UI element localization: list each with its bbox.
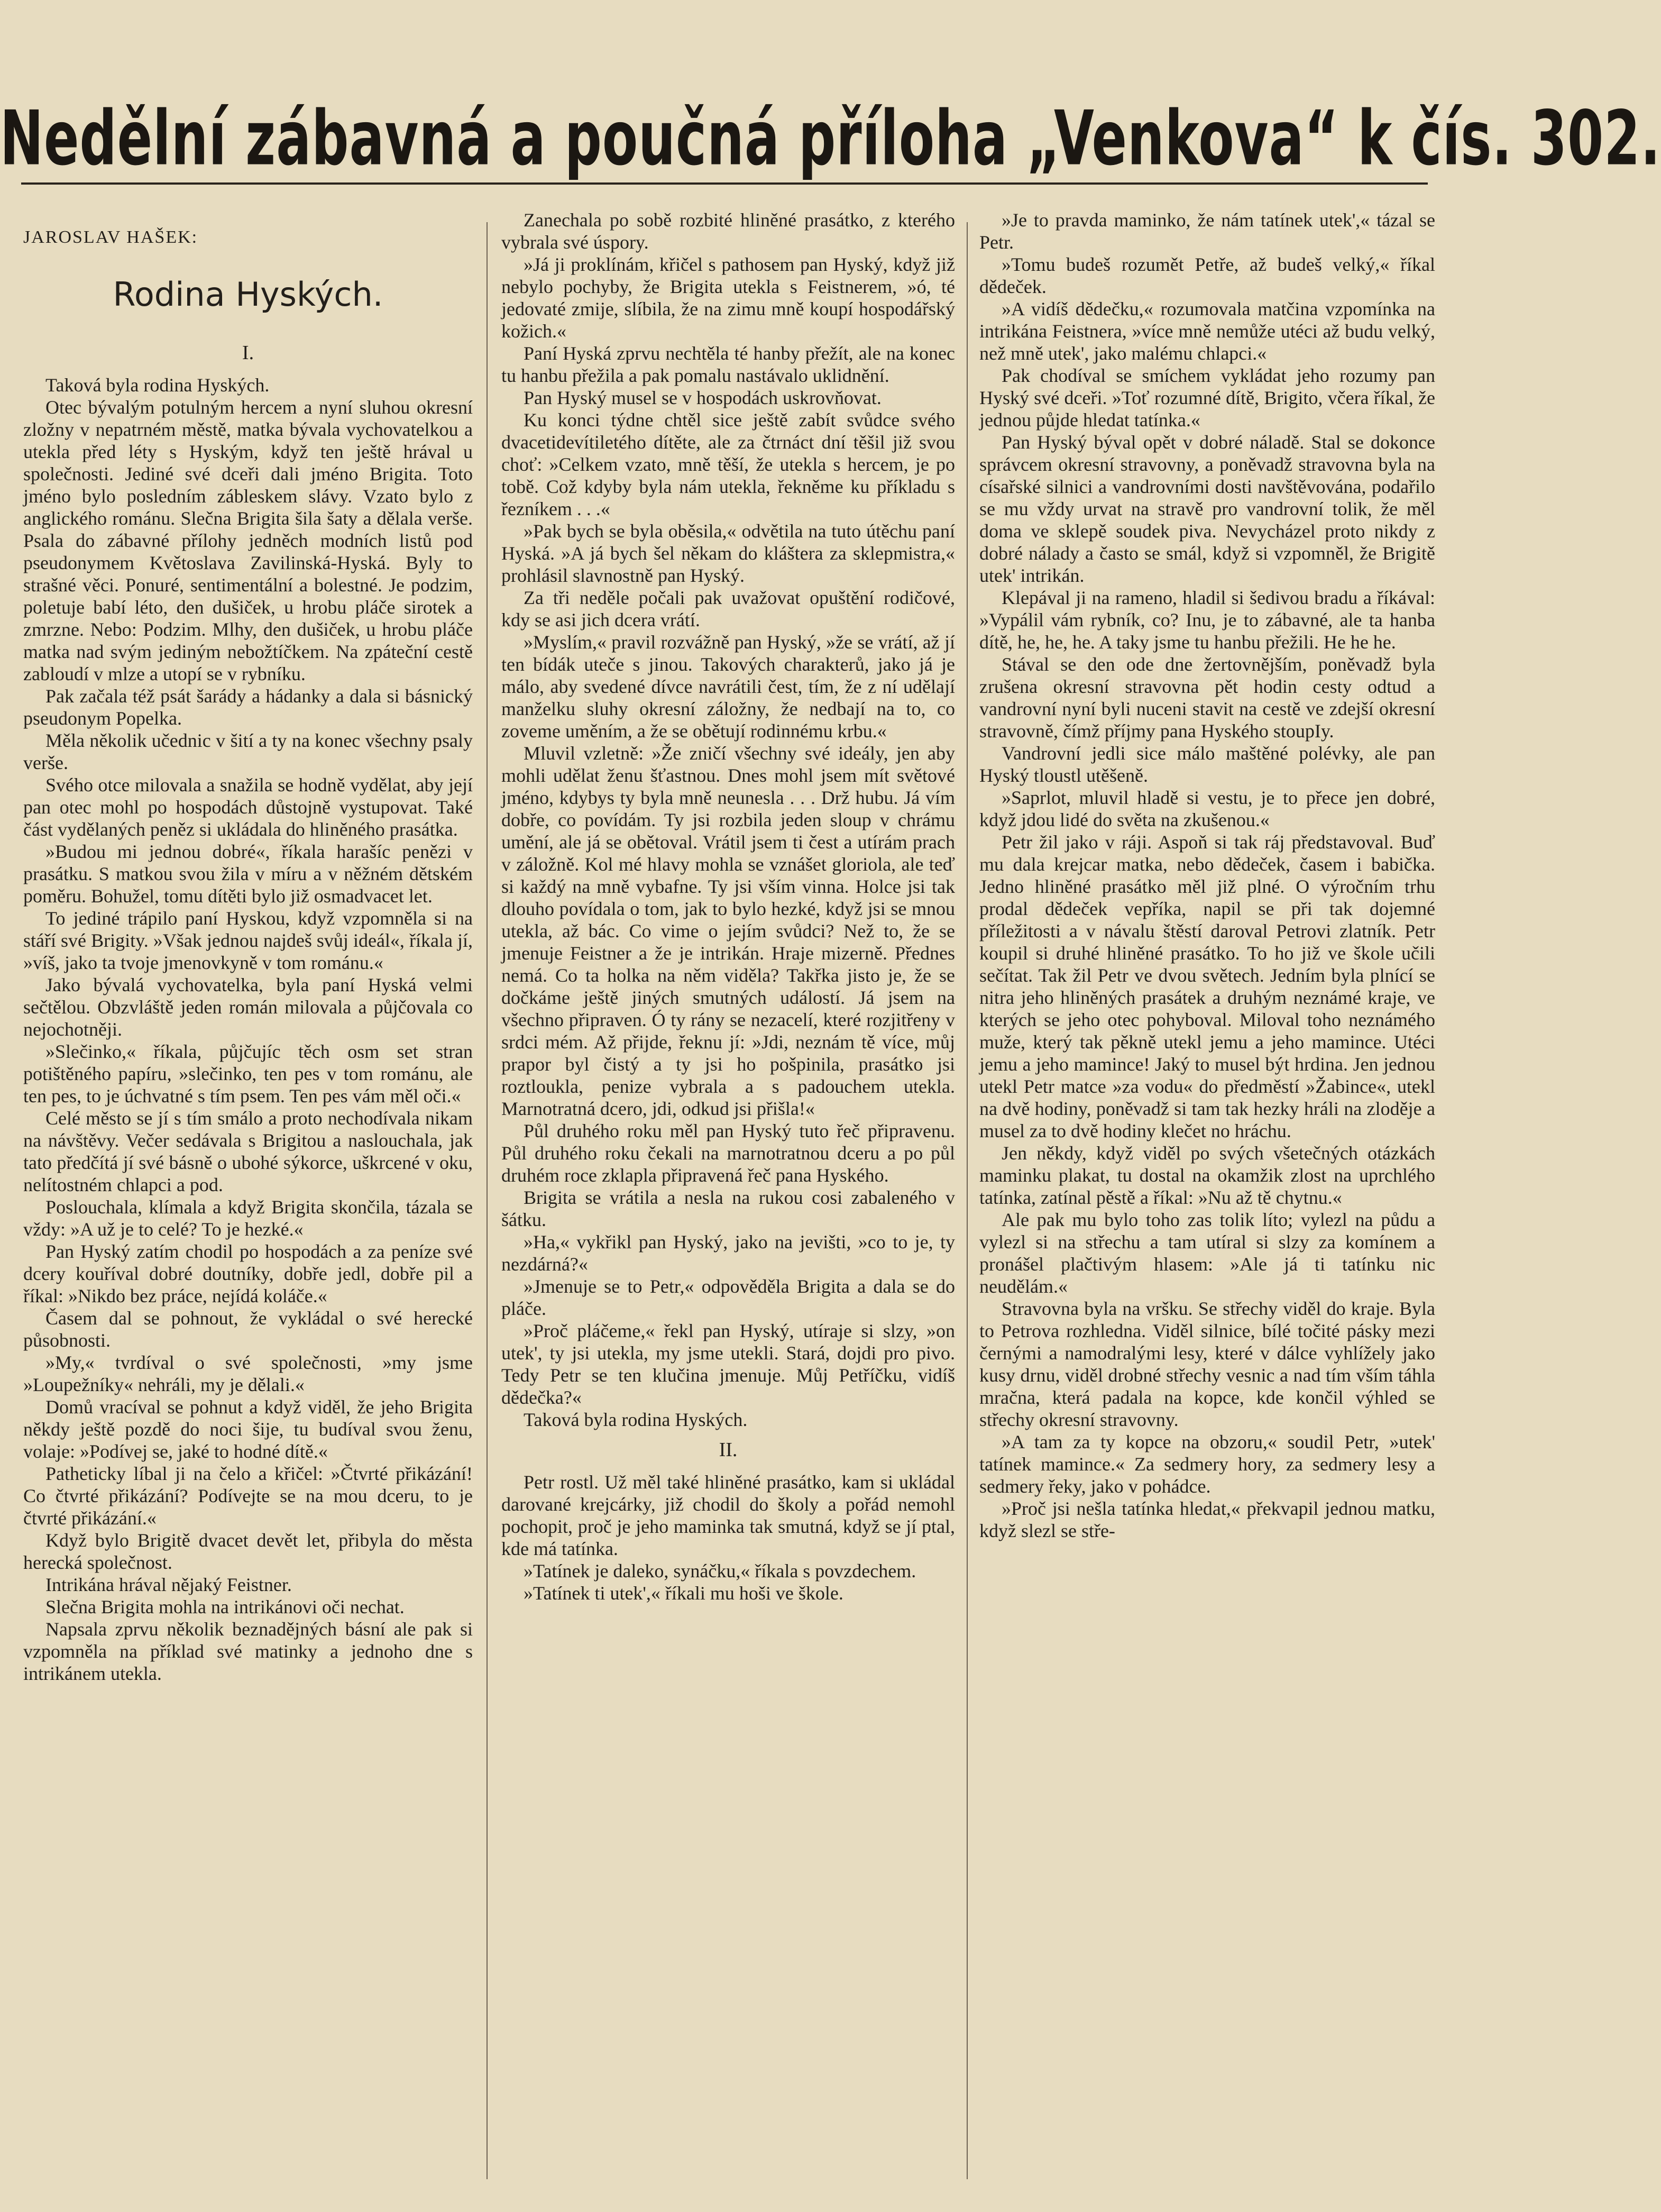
masthead-title: Nedělní zábavná a poučná příloha „Venkova“ k čís. 302. [0, 95, 1661, 183]
paragraph: »Pak bych se byla oběsila,« odvětila na tuto útěchu paní Hyská. »A já bych šel někam do kláštera za sklepmistra,« prohlásil slavnostně pan Hyský. [501, 520, 955, 586]
paragraph: Mluvil vzletně: »Že zničí všechny své ideály, jen aby mohli udělat ženu šťastnou. Dnes mohl jsem mít světové jméno, kdybys ty byla mně neunesla . . . Drž hubu. Já vím dobře, co povídám. Ty jsi rozbila jeden sloup v chrámu umění, ale já se obětoval. Vrátil jsem ti čest a utírám prach v záložně. Kol mé hlavy mohla se vznášet gloriola, ale teď si každý na mně vybafne. Ty jsi vším vinna. Holce jsi tak dlouho povídala o tom, jak to bylo hezké, když jsi se mnou utekla, až bác. Co vime o jejím svůdci? Než to, že se jmenuje Feistner a že je intrikán. Hraje mizerně. Přednes nemá. Co ta holka na něm viděla? Takřka jisto je, že se dočkáme ještě jiných smutných událostí. Já jsem na všechno připraven. Ó ty rány se nezacelí, které rozjitřeny v srdci mém. Až přijde, řeknu jí: »Jdi, neznám tě více, můj prapor byl čistý a ty jsi ho pošpinila, prasátko jsi roztloukla, penize vybrala a s padouchem utekla. Marnotratná dcero, jdi, odkud jsi přišla!« [501, 743, 955, 1119]
masthead-rule [21, 182, 1428, 185]
paragraph: »A vidíš dědečku,« rozumovala matčina vzpomínka na intrikána Feistnera, »více mně nemůže utéci až budu velký, než mně utek', jako malému chlapci.« [979, 298, 1435, 364]
paragraph: Domů vracíval se pohnut a když viděl, že jeho Brigita někdy ještě pozdě do noci šije, tu budíval svou ženu, volaje: »Podívej se, jaké to hodné dítě.« [23, 1396, 473, 1462]
paragraph: Pan Hyský zatím chodil po hospodách a za peníze své dcery kouříval dobré doutníky, dobře jedl, dobře pil a říkal: »Nikdo bez práce, nejídá koláče.« [23, 1241, 473, 1306]
paragraph: »Je to pravda maminko, že nám tatínek utek',« tázal se Petr. [979, 209, 1435, 253]
paragraph: Když bylo Brigitě dvacet devět let, přibyla do města herecká společnost. [23, 1530, 473, 1573]
paragraph: »Myslím,« pravil rozvážně pan Hyský, »že se vrátí, až jí ten bídák uteče s jinou. Takových charakterů, jako já je málo, aby svedené dívce navrátili čest, tím, že z ní udělají manželku sluhy okresní záložny, že nedbají na to, co zovеme uměním, a že se obětují rodinnému krbu.« [501, 632, 955, 742]
paragraph: Vandrovní jedli sice málo maštěné polévky, ale pan Hyský tloustl utěšeně. [979, 743, 1435, 786]
paragraph: To jediné trápilo paní Hyskou, když vzpomněla si na stáří své Brigity. »Však jednou najdeš svůj ideál«, říkala jí, »víš, jako ta tvoje jmenovkyně v tom románu.« [23, 908, 473, 973]
paragraph: Brigita se vrátila a nesla na rukou cosi zabaleného v šátku. [501, 1187, 955, 1230]
paragraph: Taková byla rodina Hyských. [524, 1409, 748, 1430]
paragraph: Ku konci týdne chtěl sice ještě zabít svůdce svého dvacetidevítiletého dítěte, ale za čtrnáct dní těšil již svou choť: »Celkem vzato, mně těší, že utekla s hercem, je po tobě. Což kdyby byla nám utekla, řekněme ku příkladu s řezníkem . . .« [501, 409, 955, 519]
paragraph: Pan Hyský musel se v hospodách uskrovňovat. [524, 387, 882, 408]
paragraph: Jen někdy, když viděl po svých všetečných otázkách maminku plakat, tu dostal na okamžik zlost na uprchlého tatínka, zatínal pěstě a říkal: »Nu až tě chytnu.« [979, 1142, 1435, 1208]
paragraph: »Proč jsi nešla tatínka hledat,« překvapil jednou matku, když slezl se stře- [979, 1498, 1435, 1541]
column-3-body [979, 209, 1435, 1542]
paragraph: »Já ji proklínám, křičel s pathosem pan Hyský, když již nebylo pochyby, že Brigita utekla s Feistnerem, »ó, té jedovaté zmije, slíbila, že na zimu mně koupí hospodářský kožich.« [501, 254, 955, 342]
paragraph: Napsala zprvu několik beznadějných básní ale pak si vzpomněla na příklad své matinky a jednoho dne s intrikánem utekla. [23, 1619, 473, 1684]
paragraph: »Jmenuje se to Petr,« odpověděla Brigita a dala se do pláče. [501, 1276, 955, 1319]
column-separator [967, 222, 968, 2179]
paragraph: Poslouchala, klímala a když Brigita skončila, tázala se vždy: »A už je to celé? To je hezké.« [23, 1196, 473, 1240]
column-2 [501, 209, 955, 2187]
paragraph: Pak začala též psát šarády a hádanky a dala si básnický pseudonym Popelka. [23, 685, 473, 729]
paragraph: Intrikána hrával nějaký Feistner. [45, 1574, 292, 1595]
paragraph: »Proč pláčeme,« řekl pan Hyský, utíraje si slzy, »on utek', ty jsi utekla, my jsme utekli. Stará, dojdi pro pivo. Tedy Petr se ten klučina jmenuje. Můj Petříčku, vidíš dědečka?« [501, 1320, 955, 1408]
paragraph: Časem dal se pohnout, že vykládal o své herecké působnosti. [23, 1308, 473, 1351]
paragraph: Klepával ji na rameno, hladil si šedivou bradu a říkával: »Vypálil vám rybník, co? Inu, je to zábavné, ale ta hanba dítě, he, he, he. A taky jsme tu hanbu přežili. He he he. [979, 587, 1435, 653]
paragraph: »Slečinko,« říkala, půjčujíc těch osm set stran potištěného papíru, »slečinko, ten pes v tom románu, ale ten pes, to je úchvatné s tím psem. Ten pes vám měl oči.« [23, 1041, 473, 1107]
paragraph: Svého otce milovala a snažila se hodně vydělat, aby její pan otec mohl po hospodách důstojně vystupovat. Také část vydělaných peněz si ukládala do hliněného prasátka. [23, 774, 473, 840]
paragraph: Jako bývalá vychovatelka, byla paní Hyská velmi sečtělou. Obzvláště jeden román milovala a půjčovala co nejochotněji. [23, 974, 473, 1040]
paragraph: Petr rostl. Už měl také hliněné prasátko, kam si ukládal darované krejcárky, již chodil do školy a pořád nemohl pochopit, proč je jeho maminka tak smutná, když se jí ptal, kde má tatínka. [501, 1471, 955, 1559]
column-1 [23, 209, 473, 2187]
section-heading: I. [242, 342, 254, 364]
paragraph: »My,« tvrdíval o své společnosti, »my jsme »Loupežníky« nehráli, my je dělali.« [23, 1352, 473, 1395]
column-separator [487, 222, 488, 2179]
story-title: Rodina Hyských. [113, 275, 383, 314]
paragraph: Celé město se jí s tím smálo a proto nechodívala nikam na návštěvy. Večer sedávala s Brigitou a naslouchala, jak tato předčítá jí své básně o ubohé sýkorce, uškrcené v oku, nelítostném chlapci a pod. [23, 1108, 473, 1195]
paragraph: »Tatínek je daleko, synáčku,« říkala s povzdechem. [524, 1560, 916, 1582]
paragraph: Stával se den ode dne žertovnějším, poněvadž byla zrušena okresní stravovna pět hodin cesty odtud a vandrovní nyní byli nuceni stavit na cestě ve zdejší okresní stravovně, čímž příjmy pana Hyského stoupIy. [979, 654, 1435, 742]
paragraph: »Tomu budeš rozumět Petře, až budeš velký,« říkal dědeček. [979, 254, 1435, 297]
column-2-body [501, 209, 955, 1604]
column-1-body [23, 374, 473, 1685]
paragraph: »A tam za ty kopce na obzoru,« soudil Petr, »utek' tatínek mamince.« Za sedmery hory, za sedmery lesy a sedmery řeky, jako v pohádce. [979, 1431, 1435, 1497]
section-heading: II. [719, 1439, 738, 1461]
paragraph: Patheticky líbal ji na čelo a křičel: »Čtvrté přikázání! Co čtvrté přikázání? Podívejte se na mou dceru, to je čtvrté přikázání.« [23, 1463, 473, 1529]
paragraph: »Budou mi jednou dobré«, říkala harašíc penězi v prasátku. S matkou svou žila v míru a v něžném dětském poměru. Bohužel, tomu dítěti bylo již osmadvacet let. [23, 841, 473, 907]
paragraph: Měla několik učednic v šití a ty na konec všechny psaly verše. [23, 730, 473, 773]
paragraph: »Tatínek ti utek',« říkali mu hoši ve škole. [524, 1583, 843, 1604]
paragraph: Slečna Brigita mohla na intrikánovi oči nechat. [45, 1596, 405, 1617]
paragraph: Ale pak mu bylo toho zas tolik líto; vylezl na půdu a vylezl si na střechu a tam utíral si slzy za komínem a pronášel plačtivým hlasem: »Ale já ti tatínku nic neudělám.« [979, 1209, 1435, 1297]
masthead [0, 95, 1661, 190]
paragraph: Taková byla rodina Hyských. [45, 374, 270, 396]
paragraph: Stravovna byla na vršku. Se střechy viděl do kraje. Byla to Petrova rozhledna. Viděl silnice, bílé točité pásky mezi černými a namodralými lesy, které v dálce vyhlížely jako kusy drnu, viděl drobné střechy vesnic a nad tím vším táhla mračna, která padala na kopce, kde končil výhled se střechy okresní stravovny. [979, 1298, 1435, 1430]
paragraph: Půl druhého roku měl pan Hyský tuto řeč připravenu. Půl druhého roku čekali na marnotratnou dceru a po půl druhém roce zklapla připravená řeč pana Hyského. [501, 1120, 955, 1186]
column-3 [979, 209, 1435, 2187]
paragraph: Paní Hyská zprvu nechtěla té hanby přežít, ale na konec tu hanbu přežila a pak pomalu nastávalo uklidnění. [501, 343, 955, 386]
paragraph: »Ha,« vykřikl pan Hyský, jako na jevišti, »co to je, ty nezdárná?« [501, 1231, 955, 1275]
paragraph: Zanechala po sobě rozbité hliněné prasátko, z kterého vybrala své úspory. [501, 209, 955, 253]
author-byline: JAROSLAV HAŠEK: [23, 227, 198, 247]
paragraph: Pak chodíval se smíchem vykládat jeho rozumy pan Hyský své dceři. »Toť rozumné dítě, Brigito, včera říkal, že jednou půjde hledat tatínka.« [979, 365, 1435, 431]
paragraph: Otec bývalým potulným hercem a nyní sluhou okresní zložny v nepatrném městě, matka bývala vychovatelkou a utekla před léty s Hyským, když ten ještě hrával u společnosti. Jediné své dceři dali jméno Brigita. Toto jméno bylo posledním zábleskem slávy. Vzato bylo z anglického románu. Slečna Brigita šila šaty a dělala verše. Psala do zábavné přílohy jedněch modních listů pod pseudonymem Květoslava Zavilinská-Hyská. Byly to strašné věci. Ponuré, sentimentální a bolestné. Je podzim, poletuje babí léto, den dušiček, u hrobu pláče sirotek a zmrzne. Nebo: Podzim. Mlhy, den dušiček, u hrobu pláče matka nad svým jediným nebožtíčkem. Na zpáteční cestě zabloudí v mlze a utopí se v rybníku. [23, 397, 473, 684]
paragraph: Pan Hyský býval opět v dobré náladě. Stal se dokonce správcem okresní stravovny, a poněvadž stravovna byla na císařské silnici a vandrovními dosti navštěvována, podařilo se mu vždy urvat na stravě pro vandrovní tolik, že měl doma ve sklepě soudek piva. Nevycházel proto nikdy z dobré nálady a často se smál, když si vzpomněl, že Brigitě utek' intrikán. [979, 432, 1435, 586]
paragraph: Za tři neděle počali pak uvažovat opuštění rodičové, kdy se asi jich dcera vrátí. [501, 587, 955, 630]
paragraph: »Saprlot, mluvil hladě si vestu, je to přece jen dobré, když jdou lidé do světa na zkušenou.« [979, 787, 1435, 830]
paragraph: Petr žil jako v ráji. Aspoň si tak ráj představoval. Buď mu dala krejcar matka, nebo dědeček, časem i babička. Jedno hliněné prasátko měl již plné. O výročním trhu prodal dědeček vepříka, napil se při tak dojemné příležitosti a v návalu štěstí daroval Petrovi zlatník. Petr koupil si druhé hliněné prasátko. To ho již ve škole učili sečítat. Tak žil Petr ve dvou světech. Jedním byla plnící se nitra jeho hliněných prasátek a druhým neznámé kraje, ve kterých se jeho otec pohyboval. Miloval toho neznámého muže, který tak pěkně utekl jemu a jeho mamince. Utéci jemu a jeho mamince! Jaký to musel být hrdina. Jen jednou utekl Petr matce »za vodu« do předměstí »Žabince«, utekl na dvě hodiny, poněvadž si tam tak hezky hráli na zloděje a musel za to dvě hodiny klečet no hráchu. [979, 831, 1435, 1141]
